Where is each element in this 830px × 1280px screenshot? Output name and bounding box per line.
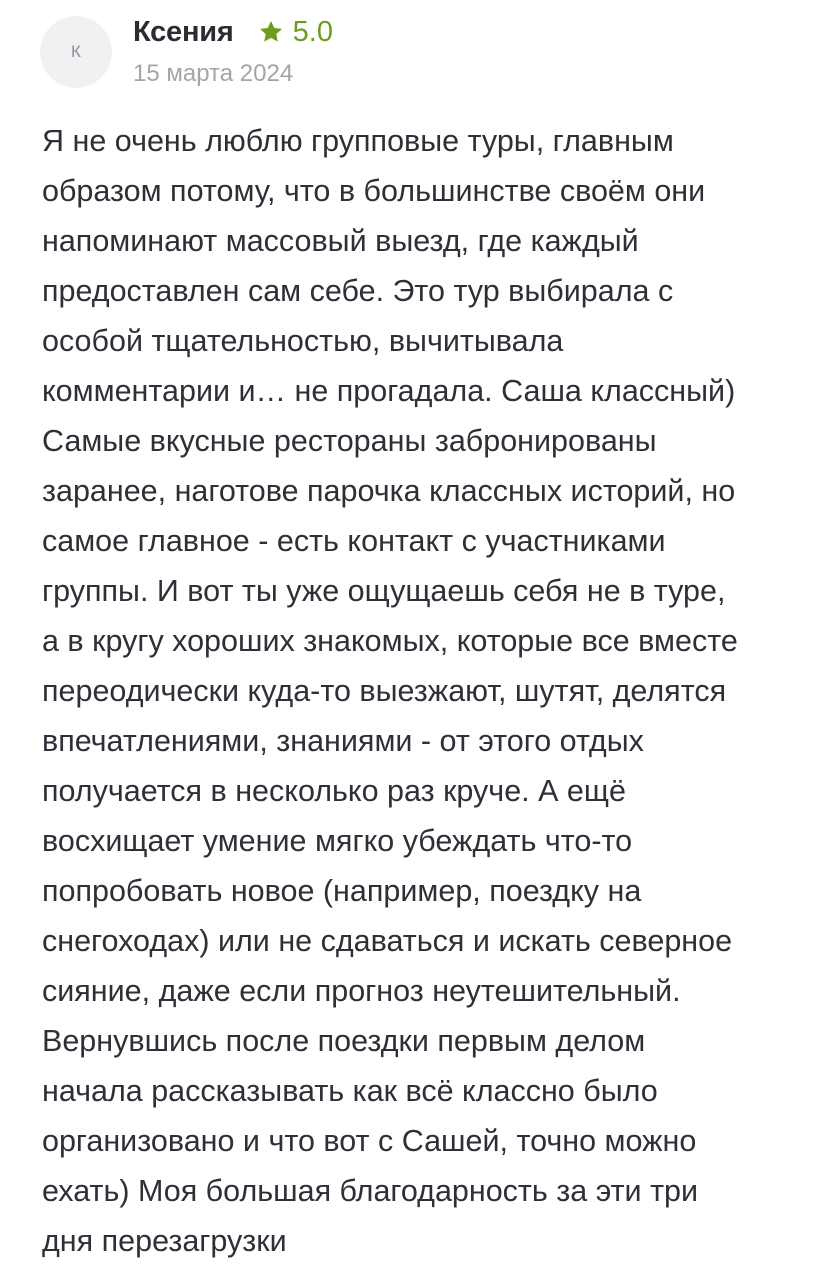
review-text: Я не очень люблю групповые туры, главным образом потому, что в большинстве своём они напоминают массовый выезд, где каждый предоставлен сам себе. Это тур выбирала с особой тщательностью, вычитывала комментарии и… не прогадала. Саша классный) Самые вкусные рестораны забронированы заранее, наготове парочка классных историй, но самое главное - есть контакт с участниками группы. И вот ты уже ощущаешь себя не в туре, а в кругу хороших знакомых, которые все вместе переодически куда-то выезжают, шутят, делятся впечатлениями, знаниями - от этого отдых получается в несколько раз круче. А ещё восхищает умение мягко убеждать что-то попробовать новое (например, поездку на снегоходах) или не сдаваться и искать северное сияние, даже если прогноз неутешительный. Вернувшись после поездки первым делом начала рассказывать как всё классно было организовано и что вот с Сашей, точно можно ехать) Моя большая благодарность за эти три дня перезагрузки bbox=[42, 124, 738, 1258]
author-name[interactable]: Ксения bbox=[133, 15, 234, 48]
star-icon bbox=[258, 19, 284, 45]
rating-value: 5.0 bbox=[292, 15, 333, 48]
review-date: 15 марта 2024 bbox=[133, 60, 294, 87]
review-meta bbox=[133, 14, 333, 88]
name-row bbox=[133, 14, 333, 50]
avatar[interactable]: К bbox=[40, 16, 112, 88]
review-header bbox=[40, 14, 333, 94]
rating bbox=[258, 16, 333, 49]
